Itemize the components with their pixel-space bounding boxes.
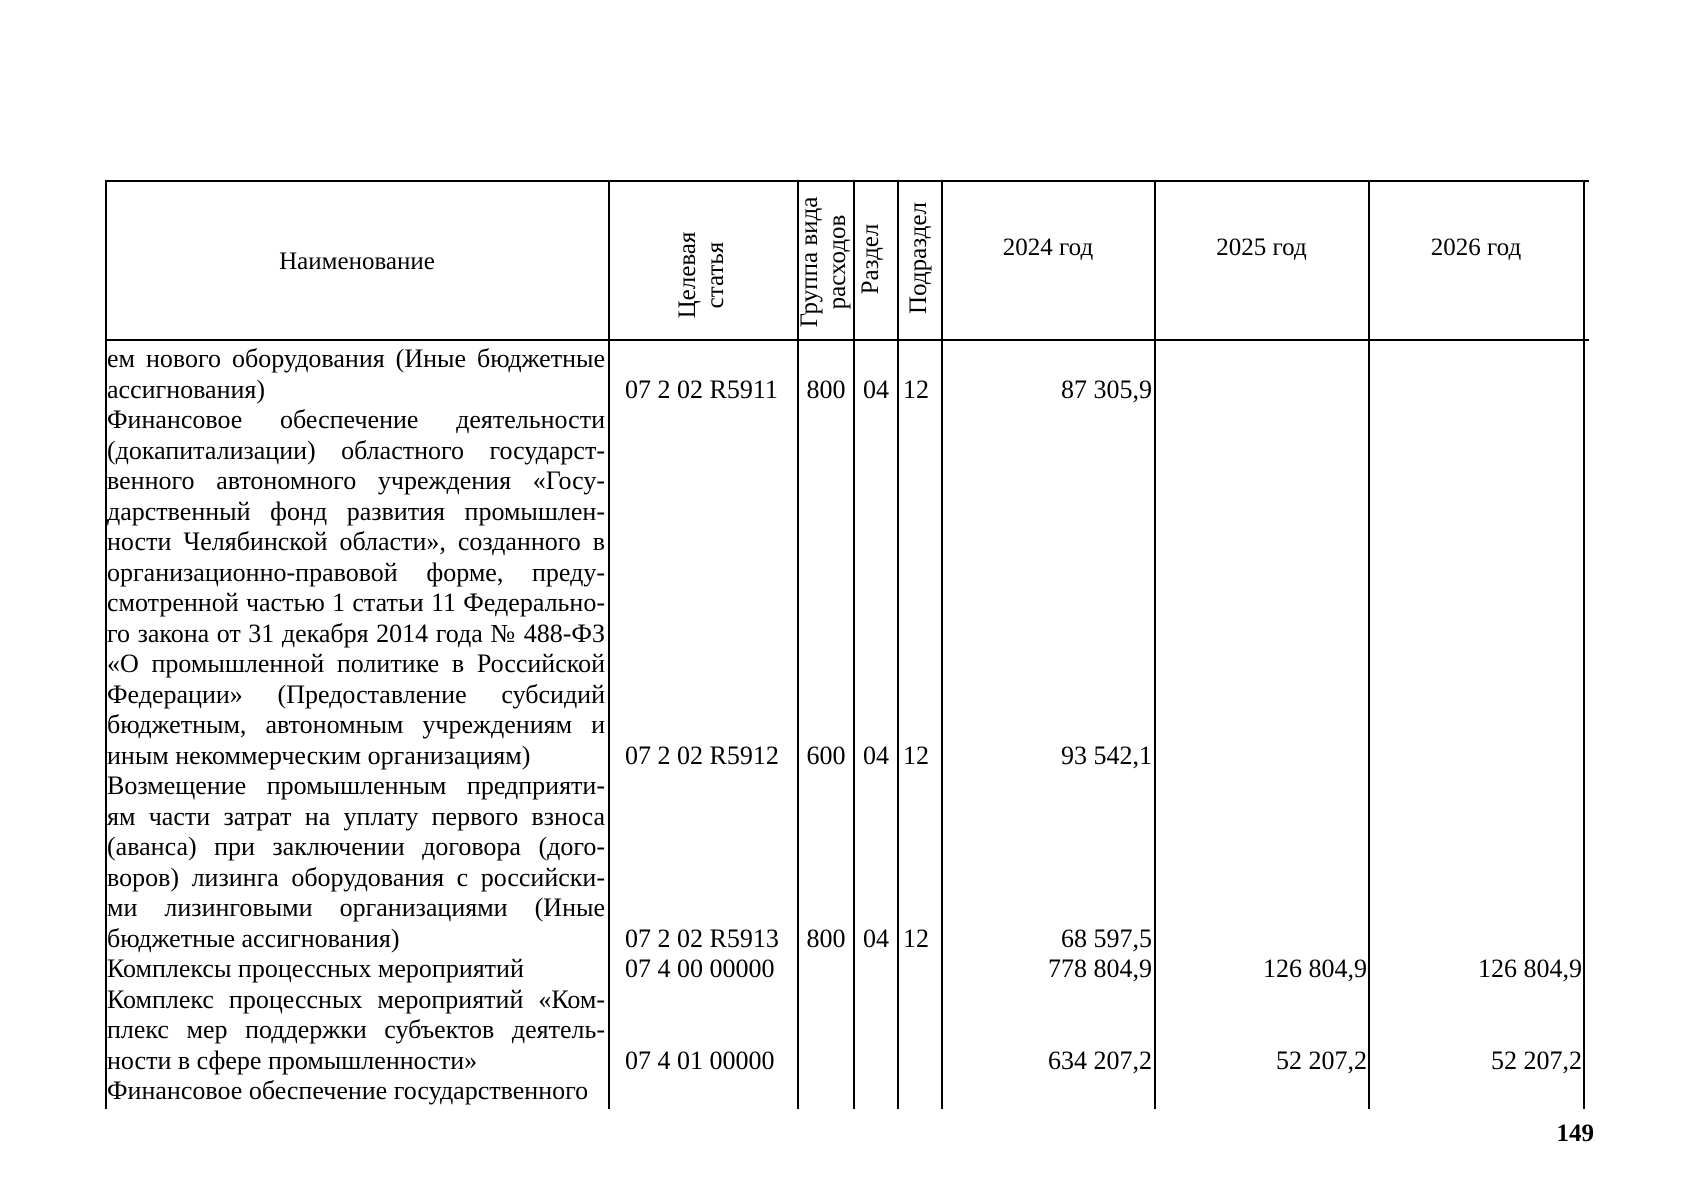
header-target-article-line2: статья [702,241,729,309]
row-subsection: 12 [903,923,929,953]
header-target-article-line1: Целевая [674,231,701,319]
table-top-border [106,180,1589,182]
row-name-line: смотренной частью 1 статьи 11 Федерально- [107,588,605,617]
row-name-line: иным некоммерческим организациям) [107,740,531,770]
row-name-line: Комплекс процессных мероприятий «Ком- [107,984,605,1014]
row-name-line: (аванса) при заключении договора (дого- [107,832,605,861]
row-name-line: венного автономного учреждения «Госу- [107,466,605,495]
page-number: 149 [1556,1120,1594,1147]
row-name-line: Финансовое обеспечение деятельности [107,405,605,434]
header-target-article [674,220,732,330]
row-name [107,954,605,985]
row-value-2024: 634 207,2 [1048,1045,1152,1075]
row-name-line: Финансовое обеспечение государственного [107,1076,589,1105]
row-name-line: ми лизинговыми организациями (Иные [107,893,605,922]
row-expense-group: 800 [806,374,846,404]
row-value-2025: 52 207,2 [1276,1045,1367,1075]
header-bottom-border [106,339,1589,341]
row-name-line: Возмещение промышленным предприяти- [107,771,605,800]
row-name [107,1076,605,1107]
row-expense-group: 600 [806,740,846,770]
row-name-line: ем нового оборудования (Иные бюджетные [107,344,605,373]
row-target-article: 07 2 02 R5912 [625,740,779,770]
row-expense-group: 800 [806,923,846,953]
row-value-2025: 126 804,9 [1263,954,1367,983]
col-border-2025 [1368,180,1370,1109]
header-expense-group-line1: Группа вида [796,196,823,328]
row-name-line: Федерации» (Предоставление субсидий [107,679,605,709]
row-name [107,985,605,1077]
header-expense-group [796,187,852,337]
row-subsection: 12 [903,374,929,404]
row-value-2024: 778 804,9 [1048,954,1152,983]
row-value-2026: 52 207,2 [1491,1045,1582,1075]
col-border-section [897,180,899,1109]
row-name [107,405,605,771]
row-name-line: ям части затрат на уплату первого взноса [107,801,605,831]
row-name-line: дарственный фонд развития промышлен- [107,496,605,526]
row-name-line: воров) лизинга оборудования с российски- [107,862,605,892]
row-name-line: плекс мер поддержки субъектов деятель- [107,1015,605,1044]
header-section: Раздел [857,223,884,295]
row-value-2024: 68 597,5 [1061,923,1152,953]
header-2024: 2024 год [1002,234,1094,261]
row-target-article: 07 2 02 R5911 [625,374,778,404]
row-target-article: 07 2 02 R5913 [625,923,779,953]
row-section: 04 [863,740,889,770]
row-value-2026: 126 804,9 [1478,954,1582,983]
col-border-group [853,180,855,1109]
row-name-line: организационно-правовой форме, преду- [107,557,605,587]
header-expense-group-line2: расходов [824,214,851,310]
row-name-line: ассигнования) [107,374,266,404]
col-border-right [1583,180,1585,1109]
row-name-line: «О промышленной политике в Российской [107,649,605,678]
header-2025: 2025 год [1216,234,1307,261]
row-name-line: (докапитализации) областного государст- [107,435,605,465]
row-name [107,771,605,954]
col-border-2024 [1154,180,1156,1109]
row-name-line: го закона от 31 декабря 2014 года № 488-ФЗ [107,618,605,648]
row-subsection: 12 [903,740,929,770]
header-name: Наименование [279,248,435,275]
row-name [107,344,605,405]
row-name-line: ности Челябинской области», созданного в [107,527,605,556]
row-name-line: бюджетным, автономным учреждениям и [107,710,605,739]
row-name-line: ности в сфере промышленности» [107,1045,478,1075]
row-name-line: Комплексы процессных мероприятий [107,954,524,983]
row-section: 04 [863,923,889,953]
row-value-2024: 87 305,9 [1061,374,1152,404]
row-value-2024: 93 542,1 [1061,740,1152,770]
col-border-name [608,180,610,1109]
row-name-line: бюджетные ассигнования) [107,923,400,953]
row-section: 04 [863,374,889,404]
header-2026: 2026 год [1430,234,1522,261]
row-target-article: 07 4 01 00000 [625,1045,775,1075]
header-subsection: Подраздел [905,202,932,314]
row-target-article: 07 4 00 00000 [625,954,775,983]
